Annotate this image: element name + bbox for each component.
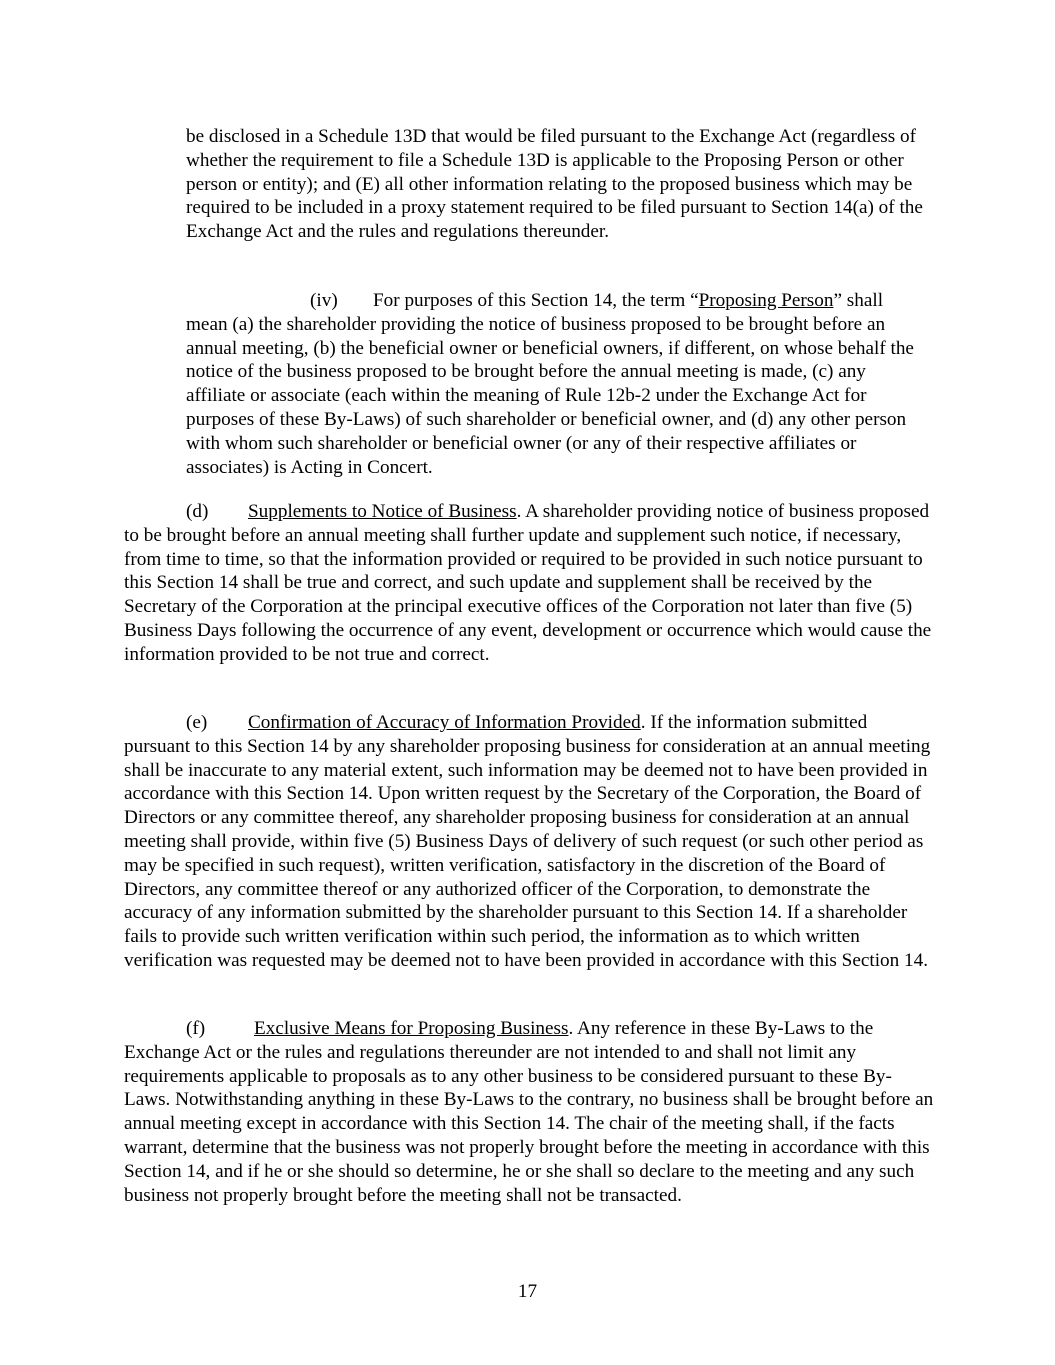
paragraph-d-text: . A shareholder providing notice of business proposed to be brought before an annual meeting shall further update and supplement such notice, if necessary, from time to time, so that the information provided or required to be provided in such notice pursuant to this Section 14 shall be true and correct, and such update and supplement shall be received by the Secretary of the Corporation at the principal executive offices of the Corporation not later than five (5) Business Days following the occurrence of any event, development or occurrence which would cause the information provided to be not true and correct. bbox=[124, 501, 932, 665]
defined-term-proposing-person: Proposing Person bbox=[698, 290, 834, 311]
paragraph-iv-text-after: ” shall mean (a) the shareholder providing the notice of business proposed to be brought before an annual meeting, (b) the beneficial owner or beneficial owners, if different, on whose behalf the notice of the business proposed to be brought before the annual meeting is made, (c) any affiliate or associate (each within the meaning of Rule 12b-2 under the Exchange Act for purposes of these By-Laws) of such shareholder or beneficial owner, and (d) any other person with whom such shareholder or beneficial owner (or any of their respective affiliates or associates) is Acting in Concert. bbox=[186, 290, 914, 478]
paragraph-d bbox=[124, 500, 934, 667]
paragraph-e-number: (e) bbox=[186, 712, 208, 733]
paragraph-f-text: . Any reference in these By-Laws to the Exchange Act or the rules and regulations thereunder are not intended to and shall not limit any requirements applicable to proposals as to any other business to be considered pursuant to these By-Laws. Notwithstanding anything in these By-Laws to the contrary, no business shall be brought before an annual meeting except in accordance with this Section 14. The chair of the meeting shall, if the facts warrant, determine that the business was not properly brought before the meeting in accordance with this Section 14, and if he or she should so determine, he or she shall so declare to the meeting and any such business not properly brought before the meeting shall not be transacted. bbox=[124, 1018, 934, 1206]
paragraph-continuation-text: be disclosed in a Schedule 13D that would be filed pursuant to the Exchange Act (regardless of whether the requirement to file a Schedule 13D is applicable to the Proposing Person or other person or entity); and (E) all other information relating to the proposed business which may be required to be included in a proxy statement required to be filed pursuant to Section 14(a) of the Exchange Act and the rules and regulations thereunder. bbox=[186, 126, 923, 243]
paragraph-iv bbox=[186, 289, 928, 479]
paragraph-e-heading: Confirmation of Accuracy of Information Provided bbox=[248, 712, 641, 733]
page-number: 17 bbox=[517, 1281, 538, 1302]
paragraph-f-heading: Exclusive Means for Proposing Business bbox=[254, 1018, 569, 1039]
paragraph-d-number: (d) bbox=[186, 501, 209, 522]
paragraph-iv-text-before: For purposes of this Section 14, the term “ bbox=[373, 290, 699, 311]
paragraph-iv-number: (iv) bbox=[310, 290, 338, 311]
paragraph-e bbox=[124, 711, 934, 973]
paragraph-continuation bbox=[186, 125, 928, 244]
paragraph-f-number: (f) bbox=[186, 1018, 206, 1039]
paragraph-e-text: . If the information submitted pursuant to this Section 14 by any shareholder proposing business for consideration at an annual meeting shall be inaccurate to any material extent, such information may be deemed not to have been provided in accordance with this Section 14. Upon written request by the Secretary of the Corporation, the Board of Directors or any committee thereof, any shareholder proposing business for consideration at an annual meeting shall provide, within five (5) Business Days of delivery of such request (or such other period as may be specified in such request), written verification, satisfactory in the discretion of the Board of Directors, any committee thereof or any authorized officer of the Corporation, to demonstrate the accuracy of any information submitted by the shareholder pursuant to this Section 14. If a shareholder fails to provide such written verification within such period, the information as to which written verification was requested may be deemed not to have been provided in accordance with this Section 14. bbox=[124, 712, 931, 971]
paragraph-d-heading: Supplements to Notice of Business bbox=[248, 501, 517, 522]
paragraph-f bbox=[124, 1017, 934, 1207]
